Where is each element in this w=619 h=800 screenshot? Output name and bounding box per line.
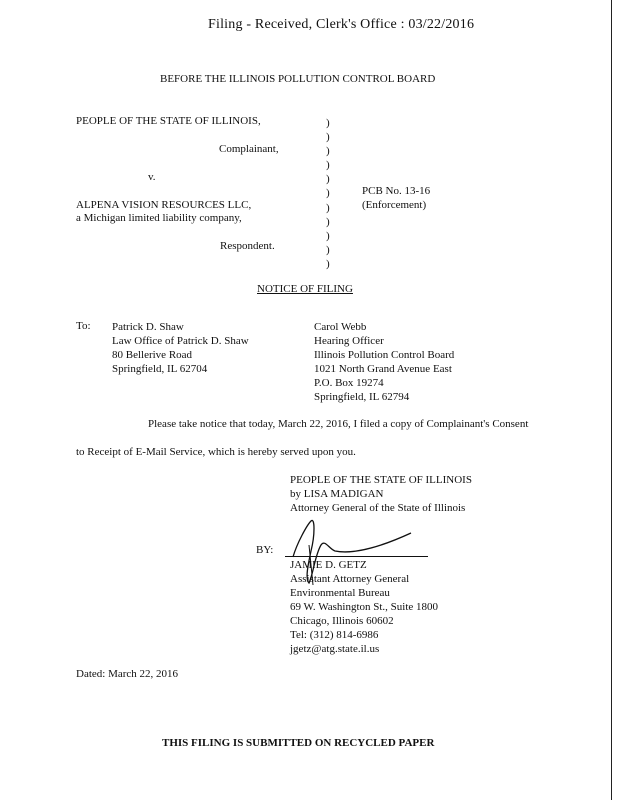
signatory-email: jgetz@atg.state.il.us [290,643,380,655]
paren: ) [326,173,330,186]
paren: ) [326,229,330,242]
signatory-name: JAMIE D. GETZ [290,559,367,571]
recipient-line: P.O. Box 19274 [314,377,384,389]
recipient-line: Carol Webb [314,321,367,333]
recipient-line: Hearing Officer [314,335,384,347]
signatory-detail-line: Environmental Bureau [290,587,390,599]
to-label: To: [76,320,91,332]
paren: ) [326,145,330,158]
defendant-role: Respondent. [220,240,275,252]
case-type: (Enforcement) [362,199,427,211]
paren: ) [326,257,330,270]
signatory-detail-line: Assistant Attorney General [290,573,410,585]
body-line-1: Please take notice that today, March 22, 2016, I filed a copy of Complainant's Consent [148,418,529,430]
defendant-name: ALPENA VISION RESOURCES LLC, [76,199,252,211]
versus-label: v. [148,171,156,183]
recipient-line: Springfield, IL 62794 [314,391,410,403]
recipient-line: Law Office of Patrick D. Shaw [112,335,249,347]
signatory-party-line: by LISA MADIGAN [290,488,384,500]
notice-title: NOTICE OF FILING [257,283,353,295]
recycled-paper-footer: THIS FILING IS SUBMITTED ON RECYCLED PAPER [162,737,435,749]
dated-line: Dated: March 22, 2016 [76,668,179,680]
recipient-line: Patrick D. Shaw [112,321,184,333]
plaintiff-role: Complainant, [219,143,279,155]
recipient-line: 80 Bellerive Road [112,349,193,361]
recipient-line: Springfield, IL 62704 [112,363,208,375]
caption-parentheses [326,116,330,271]
case-number: PCB No. 13-16 [362,185,431,197]
filing-stamp: Filing - Received, Clerk's Office : 03/22/2016 [208,17,475,32]
recipient-block-shaw [112,320,249,376]
court-heading: BEFORE THE ILLINOIS POLLUTION CONTROL BOARD [160,73,436,85]
paren: ) [326,131,330,144]
recipient-block-webb [314,320,454,404]
paren: ) [326,117,330,129]
signatory-party-line: PEOPLE OF THE STATE OF ILLINOIS [290,474,472,486]
recipient-line: 1021 North Grand Avenue East [314,363,452,375]
signatory-detail-line: 69 W. Washington St., Suite 1800 [290,601,439,613]
paren: ) [326,243,330,256]
page-edge [611,0,612,800]
defendant-description: a Michigan limited liability company, [76,212,242,224]
signatory-party [290,473,472,515]
body-line-2: to Receipt of E-Mail Service, which is hereby served upon you. [76,446,356,458]
signatory-details [290,558,438,656]
paren: ) [326,201,330,214]
signatory-detail-line: Tel: (312) 814-6986 [290,629,379,641]
plaintiff-name: PEOPLE OF THE STATE OF ILLINOIS, [76,115,261,127]
signatory-detail-line: Chicago, Illinois 60602 [290,615,394,627]
recipient-line: Illinois Pollution Control Board [314,349,455,361]
signatory-party-line: Attorney General of the State of Illinois [290,502,466,514]
paren: ) [326,187,330,200]
by-label: BY: [256,544,274,556]
paren: ) [326,159,330,172]
paren: ) [326,215,330,228]
